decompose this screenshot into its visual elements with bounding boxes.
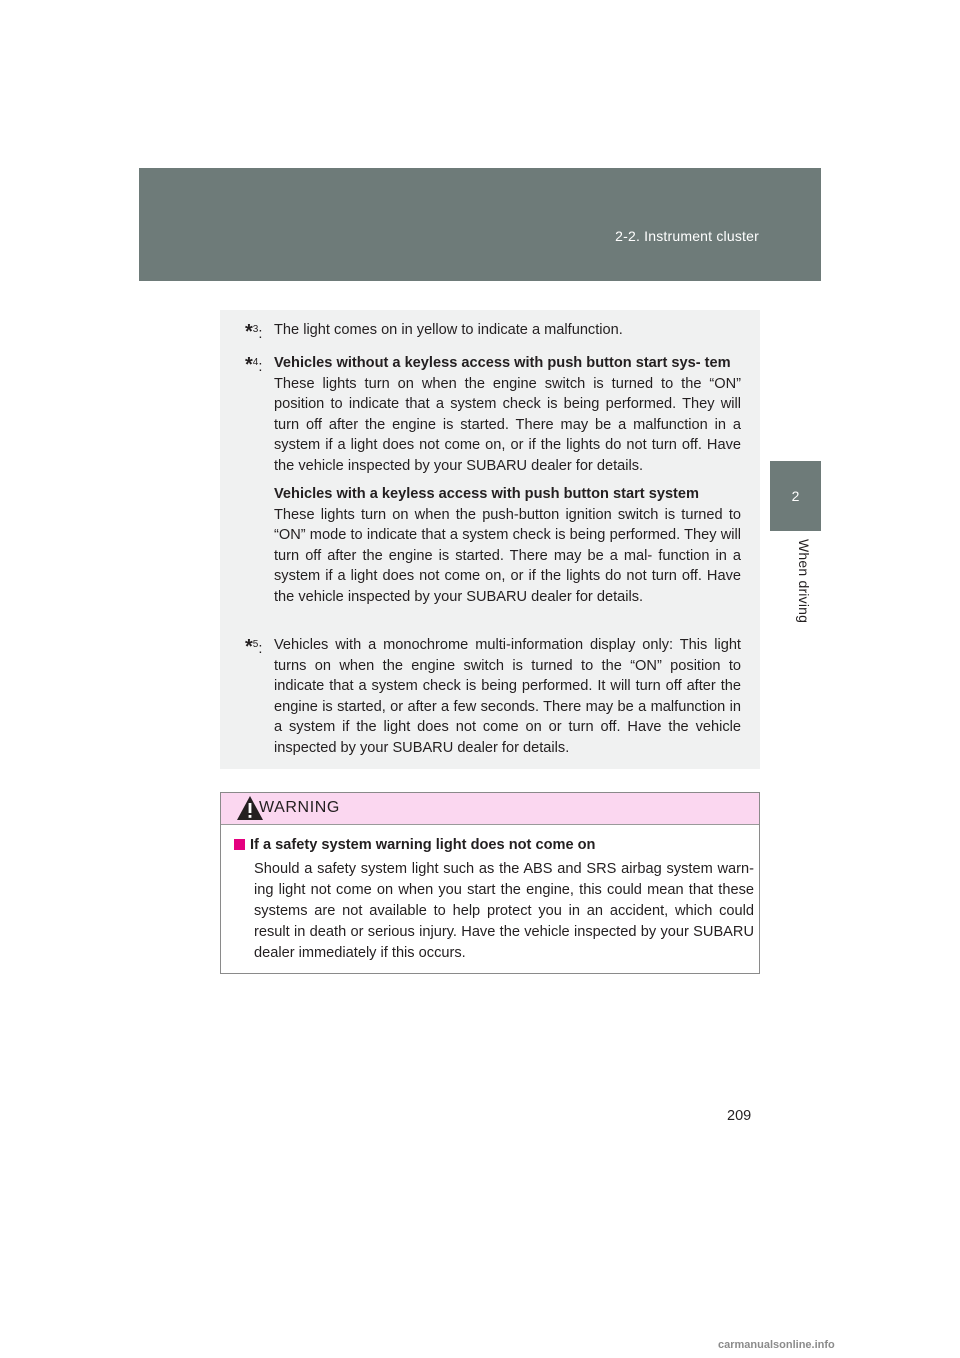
footnote-text: These lights turn on when the push-button ignition switch is turned to “ON” mode to indicate that a system check is being performed. They will turn off after the engine is started. There may be a mal- function in a system if a light does not come on, or if the lights do not turn off. Have the vehicle inspected by your SUBARU dealer for details. [274, 506, 741, 605]
chapter-label: When driving [796, 539, 812, 624]
footnote-text: The light comes on in yellow to indicate a malfunction. [274, 322, 623, 338]
warning-title: WARNING [259, 799, 340, 816]
footnote-text: These lights turn on when the engine switch is turned to the “ON” position to indicate that a system check is being performed. They will turn off after the engine is started. There may be a malfunction in a system if a light does not come on, or if the lights do not turn off. Have the vehicle inspected by your SUBARU dealer for details. [274, 375, 741, 474]
bullet-square-icon [234, 839, 245, 850]
warning-heading: If a safety system warning light does not come on [234, 835, 754, 855]
footnote-4 [245, 353, 741, 607]
subheading: Vehicles with a keyless access with push button start system [274, 486, 700, 502]
chapter-tab: 2 [770, 461, 821, 531]
warning-text: Should a safety system light such as the ABS and SRS airbag system warn- ing light not come on when you start the engine, this could mean that these systems are not available to help protect you in an accident, which could result in death or serious injury. Have the vehicle inspected by your SUBARU dealer immediately if this occurs. [254, 861, 754, 961]
watermark: carmanualsonline.info [718, 1339, 835, 1351]
footnote-marker: *$^5$: [245, 636, 263, 658]
warning-box [220, 792, 760, 974]
footnote-3 [245, 320, 741, 343]
warning-header [221, 793, 759, 825]
page-number: 209 [727, 1108, 752, 1124]
footnote-marker: *$^4$: [245, 354, 263, 376]
header-band [139, 168, 821, 281]
subheading: Vehicles without a keyless access with push button start sys- tem [274, 355, 731, 371]
footnote-5 [245, 635, 741, 758]
section-title: 2-2. Instrument cluster [615, 228, 759, 244]
footnote-marker: *$^3$: [245, 321, 263, 343]
footnotes-box [220, 310, 760, 769]
footnote-text: Vehicles with a monochrome multi-information display only: This light turns on when the engine switch is turned to the “ON” position to indicate that a system check is being performed. It will turn off after the engine is started, or after a few seconds. There may be a malfunction in a system if the light does not come on or turn off. Have the vehicle inspected by your SUBARU dealer for details. [274, 637, 741, 756]
